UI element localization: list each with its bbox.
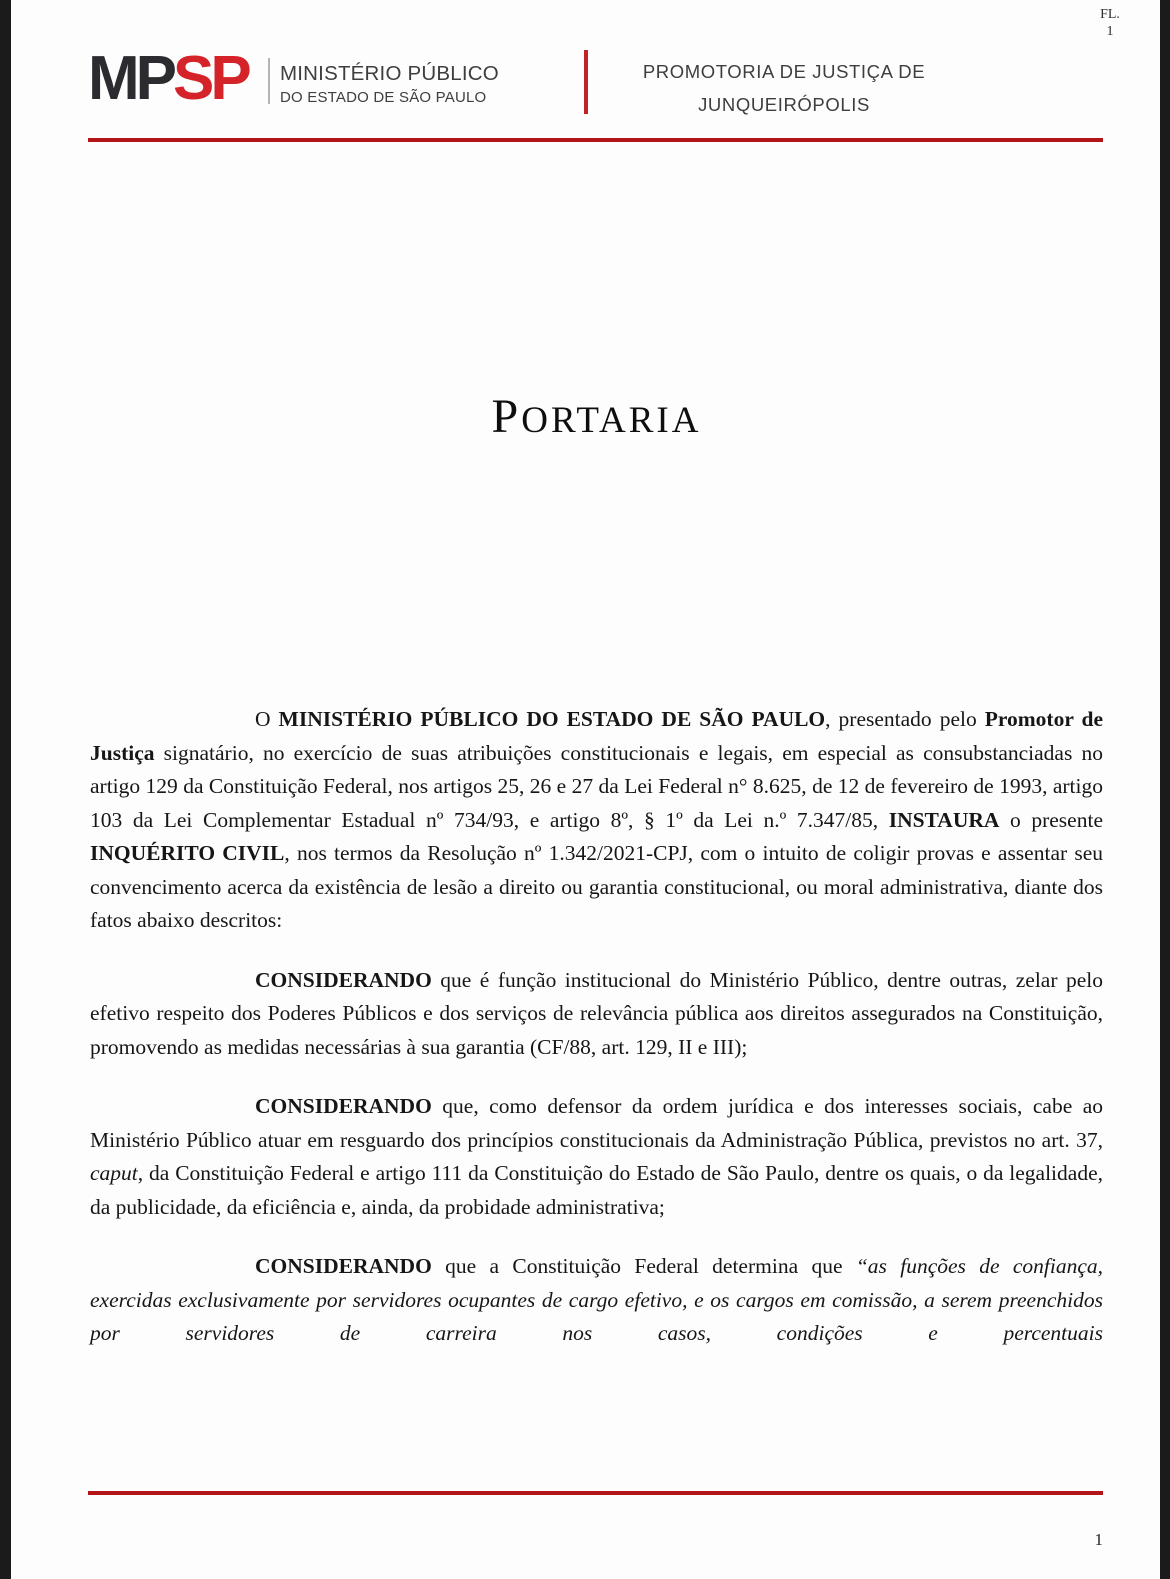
org-line1: MINISTÉRIO PÚBLICO: [280, 62, 499, 85]
office-line1: PROMOTORIA DE JUSTIÇA DE: [642, 61, 926, 82]
body-paragraph: CONSIDERANDO que a Constituição Federal determina que “as funções de confiança, exercidas exclusivamente por servidores ocupantes de cargo efetivo, e os cargos em comissão, a serem preenchidos por servidores de carreira nos casos, condições e percentuais: [90, 1254, 1103, 1345]
folio-marker: [1090, 6, 1130, 40]
body-paragraph: CONSIDERANDO que é função institucional do Ministério Público, dentre outras, zelar pelo efetivo respeito dos Poderes Públicos e dos serviços de relevância pública aos direitos assegurados na Constituição, promovendo as medidas necessárias à sua garantia (CF/88, art. 129, II e III);: [90, 967, 1103, 1059]
body-paragraphs: [90, 703, 1103, 1377]
page-title: PORTARIA: [491, 390, 702, 443]
right-black-edge: [1160, 0, 1170, 1579]
header-rule: [88, 138, 1103, 142]
logo-mp-text: MP: [88, 44, 173, 113]
org-line2: DO ESTADO DE SÃO PAULO: [280, 89, 487, 106]
office-line2: JUNQUEIRÓPOLIS: [698, 94, 870, 115]
logo-divider: [268, 58, 270, 104]
office-name: [584, 55, 984, 121]
footer-rule: [88, 1491, 1103, 1495]
body-paragraph: CONSIDERANDO que, como defensor da ordem jurídica e dos interesses sociais, cabe ao Ministério Público atuar em resguardo dos princípios constitucionais da Administração Pública, previstos no art. 37, caput, da Constituição Federal e artigo 111 da Constituição do Estado de São Paulo, dentre os quais, o da legalidade, da publicidade, da eficiência e, ainda, da probidade administrativa;: [90, 1094, 1103, 1219]
logo-sp-text: SP: [173, 44, 248, 113]
folio-number: 1: [1106, 24, 1114, 39]
logo-org-name: [280, 62, 499, 106]
page-number: 1: [1094, 1530, 1103, 1549]
body-paragraph: O MINISTÉRIO PÚBLICO DO ESTADO DE SÃO PAULO, presentado pelo Promotor de Justiça signatário, no exercício de suas atribuições constitucionais e legais, em especial as consubstanciadas no artigo 129 da Constituição Federal, nos artigos 25, 26 e 27 da Lei Federal n° 8.625, de 12 de fevereiro de 1993, artigo 103 da Lei Complementar Estadual nº 734/93, e artigo 8º, § 1º da Lei n.º 7.347/85, INSTAURA o presente INQUÉRITO CIVIL, nos termos da Resolução nº 1.342/2021-CPJ, com o intuito de coligir provas e assentar seu convencimento acerca da existência de lesão a direito ou garantia constitucional, ou moral administrativa, diante dos fatos abaixo descritos:: [90, 707, 1104, 932]
left-black-edge: [0, 0, 11, 1579]
mpsp-logo: [88, 44, 248, 113]
folio-label: FL.: [1100, 7, 1120, 22]
